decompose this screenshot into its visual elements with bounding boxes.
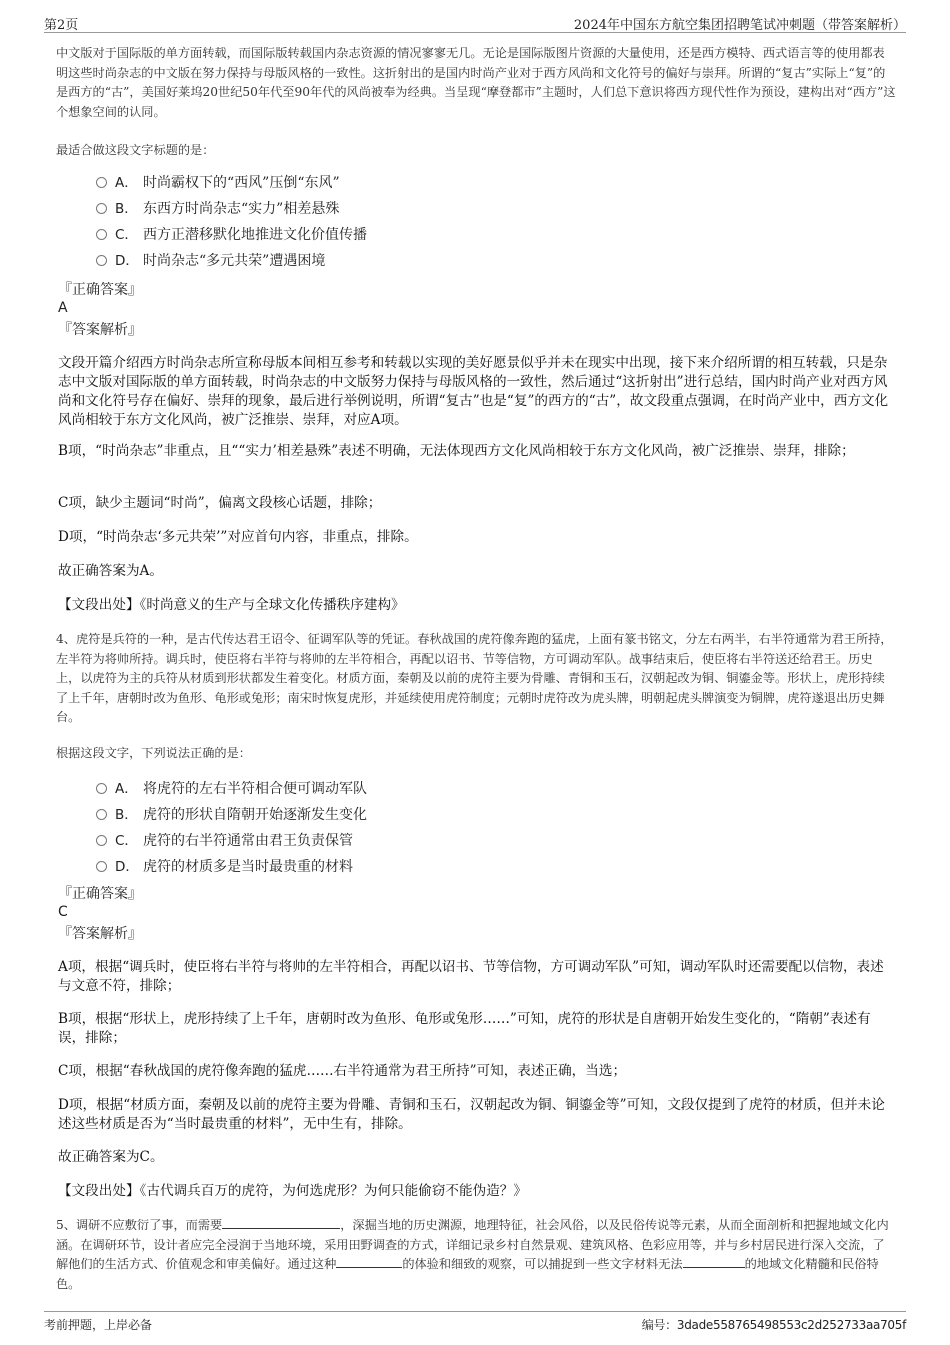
- radio-icon[interactable]: [96, 203, 107, 214]
- q4-conclusion: 故正确答案为C。: [58, 1149, 164, 1165]
- q4-option-b[interactable]: B． 虎符的形状自隋朝开始逐渐发生变化: [96, 802, 367, 828]
- q4-answer: C: [58, 904, 68, 920]
- q3-analysis-b: B项，“时尚杂志”非重点，且““实力’相差悬殊”表述不明确，无法体现西方文化风尚相较于东方文化风尚，被广泛推崇、崇拜，排除；: [58, 443, 855, 459]
- q3-answer: A: [58, 300, 68, 316]
- q4-option-c[interactable]: C． 虎符的右半符通常由君王负责保管: [96, 828, 367, 854]
- q4-question: 根据这段文字，下列说法正确的是：: [56, 746, 251, 760]
- q3-conclusion: 故正确答案为A。: [58, 563, 163, 579]
- q3-question: 最适合做这段文字标题的是：: [56, 143, 215, 157]
- radio-icon[interactable]: [96, 809, 107, 820]
- q3-analysis-c: C项，缺少主题词“时尚”，偏离文段核心话题，排除；: [58, 495, 382, 511]
- blank-2[interactable]: [336, 1255, 402, 1268]
- q4-source: 【文段出处】《古代调兵百万的虎符，为何选虎形？为何只能偷窃不能伪造？》: [58, 1183, 527, 1199]
- q4-option-d[interactable]: D． 虎符的材质多是当时最贵重的材料: [96, 854, 367, 880]
- q4-answer-label: 『正确答案』: [58, 886, 142, 902]
- q5-passage: 5、调研不应敷衍了事，而需要 ，深掘当地的历史渊源，地理特征，社会风俗，以及民俗传说等元素，从而全面剖析和把握地域文化内涵。在调研环节，设计者应完全浸润于当地环境，采用田野调查的方式，详细记录乡村自然景观、建筑风格、色彩应用等，并与乡村居民进行深入交流，了解他们的生活方式、价值观念和审美偏好。通过这种 的体验和细致的观察，可以捕捉到一些文字材料无法 的地域文化精髓和民俗特色。: [56, 1218, 889, 1291]
- blank-1[interactable]: [222, 1216, 340, 1229]
- radio-icon[interactable]: [96, 255, 107, 266]
- page-number: 第2页: [44, 18, 79, 33]
- q3-option-b[interactable]: B． 东西方时尚杂志“实力”相差悬殊: [96, 196, 367, 222]
- radio-icon[interactable]: [96, 835, 107, 846]
- radio-icon[interactable]: [96, 861, 107, 872]
- q3-analysis-main: 文段开篇介绍西方时尚杂志所宣称母版本间相互参考和转载以实现的美好愿景似乎并未在现实中出现，接下来介绍所谓的相互转载，只是杂志中文版对国际版的单方面转载，时尚杂志的中文版努力保持与母版风格的一致性，然后通过“这折射出”进行总结，国内时尚产业对西方风尚和文化符号存在偏好、崇拜的现象，最后进行举例说明，所谓“复古”也是“复”的西方的“古”，故文段重点强调，在时尚产业中，西方文化风尚相较于东方文化风尚，被广泛推崇、崇拜，对应A项。: [58, 355, 889, 428]
- q4-passage: 4、虎符是兵符的一种，是古代传达君王诏令、征调军队等的凭证。春秋战国的虎符像奔跑的猛虎，上面有篆书铭文，分左右两半，右半符通常为君王所持，左半符为将帅所持。调兵时，使臣将右半符与将帅的左半符相合，再配以诏书、节等信物，方可调动军队。战事结束后，使臣将右半符送还给君王。历史上，以虎符为主的兵符从材质到形状都发生着变化。材质方面，秦朝及以前的虎符主要为骨雕、青铜和玉石，汉朝起改为铜、铜鎏金等。形状上，虎形持续了上千年，唐朝时改为鱼形、龟形或兔形；南宋时恢复虎形，并延续使用虎符制度；元朝时虎符改为虎头牌，明朝起虎头牌演变为铜牌，虎符遂退出历史舞台。: [56, 632, 893, 724]
- q4-analysis-c: C项，根据“春秋战国的虎符像奔跑的猛虎……右半符通常为君王所持”可知，表述正确，当选；: [58, 1063, 627, 1079]
- q4-analysis-d: D项，根据“材质方面，秦朝及以前的虎符主要为骨雕、青铜和玉石，汉朝起改为铜、铜鎏金等”可知，文段仅提到了虎符的材质，但并未论述这些材质是否为“当时最贵重的材料”，无中生有，排除。: [58, 1097, 885, 1132]
- blank-3[interactable]: [683, 1255, 745, 1268]
- radio-icon[interactable]: [96, 783, 107, 794]
- q3-source: 【文段出处】《时尚意义的生产与全球文化传播秩序建构》: [58, 597, 405, 613]
- document-code: 编号：3dade558765498553c2d252733aa705f: [641, 1318, 906, 1332]
- q3-analysis-d: D项，“时尚杂志‘多元共荣’”对应首句内容，非重点，排除。: [58, 529, 418, 545]
- document-title: 2024年中国东方航空集团招聘笔试冲刺题（带答案解析）: [573, 18, 906, 33]
- q4-analysis-a: A项，根据“调兵时，使臣将右半符与将帅的左半符相合，再配以诏书、节等信物，方可调动军队”可知，调动军队时还需要配以信物，表述与文意不符，排除；: [58, 959, 884, 994]
- q4-analysis-b: B项，根据“形状上，虎形持续了上千年，唐朝时改为鱼形、龟形或兔形……”可知，虎符的形状是自唐朝开始发生变化的，“隋朝”表述有误，排除；: [58, 1011, 871, 1046]
- q3-analysis-label: 『答案解析』: [58, 322, 142, 338]
- page-header: [44, 12, 906, 33]
- q3-option-a[interactable]: A． 时尚霸权下的“西风”压倒“东风”: [96, 170, 367, 196]
- q3-answer-label: 『正确答案』: [58, 282, 142, 298]
- page-footer: [44, 1311, 906, 1334]
- footer-slogan: 考前押题，上岸必备: [44, 1318, 153, 1332]
- q4-analysis-label: 『答案解析』: [58, 926, 142, 942]
- q3-passage: 中文版对于国际版的单方面转载，而国际版转载国内杂志资源的情况寥寥无几。无论是国际版图片资源的大量使用，还是西方模特、西式语言等的使用都表明这些时尚杂志的中文版在努力保持与母版风格的一致性。这折射出的是国内时尚产业对于西方风尚和文化符号的偏好与崇拜。所谓的“复古”实际上“复”的是西方的“古”，美国好莱坞20世纪50年代至90年代的风尚被奉为经典。当呈现“摩登都市”主题时，人们总下意识将西方现代性作为预设，建构出对“西方”这个想象空间的认同。: [56, 46, 896, 119]
- q3-option-d[interactable]: D． 时尚杂志“多元共荣”遭遇困境: [96, 248, 367, 274]
- radio-icon[interactable]: [96, 229, 107, 240]
- q3-option-c[interactable]: C． 西方正潜移默化地推进文化价值传播: [96, 222, 367, 248]
- q3-options: [96, 170, 367, 274]
- radio-icon[interactable]: [96, 177, 107, 188]
- q4-options: [96, 776, 367, 880]
- q4-option-a[interactable]: A． 将虎符的左右半符相合便可调动军队: [96, 776, 367, 802]
